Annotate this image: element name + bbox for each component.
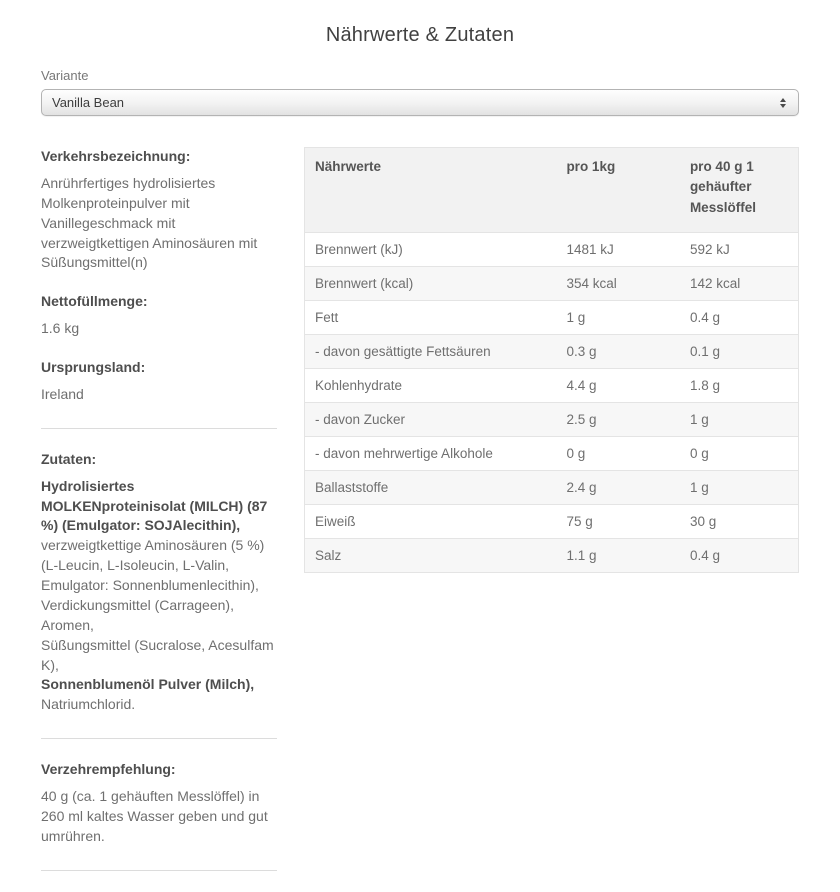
nutrient-name: Salz (305, 538, 557, 572)
section-heading-verkehrsbezeichnung: Verkehrsbezeichnung: (41, 148, 191, 164)
ingredient-item: Verdickungsmittel (Carrageen), (41, 596, 234, 613)
ingredient-item: verzweigtkettige Aminosäuren (5 %) (L-Leucin, L-Isoleucin, L-Valin, Emulgator: Sonnenblumenlecithin), (41, 537, 265, 593)
value-per-serving: 142 kcal (680, 266, 799, 300)
ingredient-item: Natriumchlorid. (41, 696, 136, 713)
verkehrsbezeichnung-text: Anrührfertiges hydrolisiertes Molkenproteinpulver mit Vanillegeschmack mit verzweigtkettigen Aminosäuren mit Süßungsmittel(n) (41, 174, 258, 271)
nutrient-name: Eiweiß (305, 504, 557, 538)
table-row (305, 402, 799, 436)
value-per-1kg: 1 g (556, 300, 680, 334)
value-per-serving: 30 g (680, 504, 799, 538)
nutrient-name: Kohlenhydrate (305, 368, 557, 402)
section-heading-verzehrempfehlung: Verzehrempfehlung: (41, 761, 176, 778)
variant-select[interactable] (41, 89, 799, 116)
value-per-1kg: 0 g (556, 436, 680, 470)
ingredient-item: Hydrolisiertes MOLKENproteinisolat (MILCH) (87 %) (Emulgator: SOJAlecithin), (41, 477, 268, 534)
value-per-serving: 0.4 g (680, 300, 799, 334)
value-per-1kg: 1481 kJ (556, 232, 680, 266)
value-per-1kg: 0.3 g (556, 334, 680, 368)
section-divider (41, 870, 277, 871)
value-per-serving: 1 g (680, 402, 799, 436)
ingredients-list (41, 477, 277, 716)
page-title: Nährwerte & Zutaten (325, 24, 515, 46)
section-divider (41, 738, 277, 739)
value-per-1kg: 354 kcal (556, 266, 680, 300)
variant-block (41, 68, 799, 116)
column-header-per-serving: pro 40 g 1 gehäufter Messlöffel (680, 148, 799, 233)
nutrient-name: Ballaststoffe (305, 470, 557, 504)
section-heading-ursprungsland: Ursprungsland: (41, 359, 146, 375)
table-row (305, 504, 799, 538)
table-row (305, 470, 799, 504)
value-per-serving: 0 g (680, 436, 799, 470)
nutrient-name: - davon Zucker (305, 402, 557, 436)
value-per-serving: 0.1 g (680, 334, 799, 368)
ingredient-item: Sonnenblumenöl Pulver (Milch), (41, 676, 255, 693)
nutrient-name: - davon gesättigte Fettsäuren (305, 334, 557, 368)
verzehrempfehlung-text: 40 g (ca. 1 gehäuften Messlöffel) in 260 ml kaltes Wasser geben und gut umrühren. (41, 788, 268, 844)
table-row (305, 232, 799, 266)
nutrient-name: Fett (305, 300, 557, 334)
column-header-per-1kg: pro 1kg (556, 148, 680, 233)
nutrient-name: Brennwert (kJ) (305, 232, 557, 266)
section-heading-nettofuellmenge: Nettofüllmenge: (41, 293, 148, 310)
nutrition-table-column (304, 147, 799, 573)
variant-label: Variante (41, 68, 89, 83)
value-per-1kg: 2.5 g (556, 402, 680, 436)
table-row (305, 300, 799, 334)
table-row (305, 538, 799, 572)
arrow-up-icon (780, 98, 786, 102)
value-per-1kg: 4.4 g (556, 368, 680, 402)
value-per-serving: 1.8 g (680, 368, 799, 402)
ursprungsland-text: Ireland (41, 385, 84, 402)
select-up-down-arrows-icon (780, 98, 788, 108)
table-header-row (305, 148, 799, 233)
column-header-nutrient: Nährwerte (305, 148, 557, 233)
arrow-down-icon (780, 104, 786, 108)
ingredient-item: Aromen, (41, 616, 94, 633)
nettofuellmenge-text: 1.6 kg (41, 320, 80, 337)
value-per-serving: 1 g (680, 470, 799, 504)
content-columns (41, 147, 799, 892)
nutrition-table (304, 147, 799, 573)
table-row (305, 368, 799, 402)
value-per-1kg: 2.4 g (556, 470, 680, 504)
table-row (305, 266, 799, 300)
variant-selected-value: Vanilla Bean (52, 95, 125, 110)
table-row (305, 334, 799, 368)
value-per-1kg: 1.1 g (556, 538, 680, 572)
ingredient-item: Süßungsmittel (Sucralose, Acesulfam K), (41, 636, 274, 673)
section-heading-zutaten: Zutaten: (41, 450, 97, 467)
product-details-column (41, 147, 277, 892)
nutrient-name: Brennwert (kcal) (305, 266, 557, 300)
table-row (305, 436, 799, 470)
nutrient-name: - davon mehrwertige Alkohole (305, 436, 557, 470)
value-per-serving: 0.4 g (680, 538, 799, 572)
section-divider (41, 428, 277, 429)
value-per-1kg: 75 g (556, 504, 680, 538)
value-per-serving: 592 kJ (680, 232, 799, 266)
